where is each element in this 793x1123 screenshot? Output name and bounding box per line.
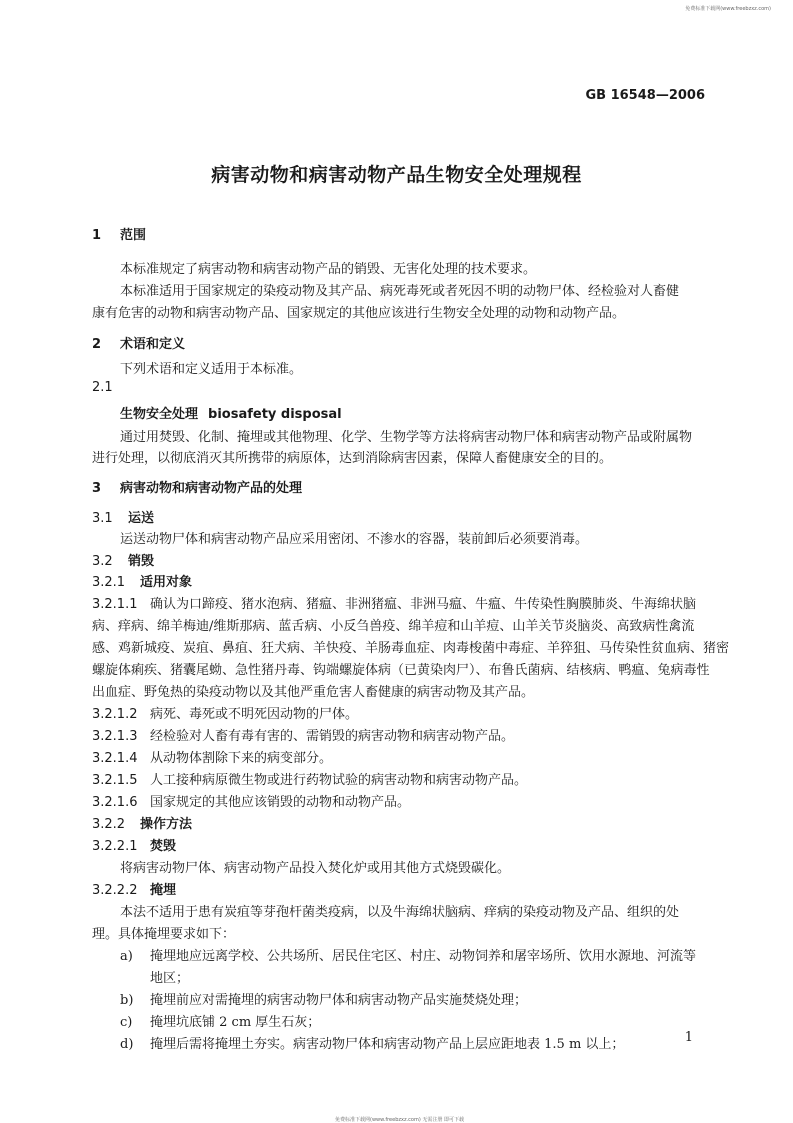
paragraph: 本标准规定了病害动物和病害动物产品的销毁、无害化处理的技术要求。 — [120, 262, 537, 277]
list-marker: b) — [120, 993, 134, 1008]
clause-num: 3.2.1.2 — [92, 707, 138, 722]
clause-text-continued: 螺旋体痢疾、猪囊尾蚴、急性猪丹毒、钩端螺旋体病（已黄染肉尸）、布鲁氏菌病、结核病、鸭瘟、兔病毒性 — [92, 663, 710, 678]
clause-text-continued: 感、鸡新城疫、炭疽、鼻疽、狂犬病、羊快疫、羊肠毒血症、肉毒梭菌中毒症、羊猝狙、马传染性贫血病、猪密 — [92, 641, 730, 656]
list-text: 掩埋地应远离学校、公共场所、居民住宅区、村庄、动物饲养和屠宰场所、饮用水源地、河流等 — [150, 949, 697, 964]
clause-num: 2.1 — [92, 380, 113, 395]
section-2-heading — [92, 333, 185, 352]
list-item — [120, 1033, 624, 1052]
clause-title: 运送 — [128, 511, 155, 526]
clause-3-2-1-1 — [92, 593, 696, 612]
paragraph: 运送动物尸体和病害动物产品应采用密闭、不渗水的容器，装前卸后必须要消毒。 — [120, 532, 589, 547]
clause-num: 3.2.1.4 — [92, 751, 138, 766]
section-number: 3 — [92, 481, 102, 496]
definition-continued: 进行处理，以彻底消灭其所携带的病原体，达到消除病害因素，保障人畜健康安全的目的。 — [92, 451, 613, 466]
clause-number — [92, 380, 113, 395]
page-title: 病害动物和病害动物产品生物安全处理规程 — [211, 164, 582, 186]
list-item-continued: 地区； — [150, 971, 190, 986]
clause-num: 3.2.2.1 — [92, 839, 138, 854]
clause-num: 3.2.2 — [92, 817, 126, 832]
standard-code: GB 16548—2006 — [585, 88, 705, 103]
list-text: 掩埋后需将掩埋土夯实。病害动物尸体和病害动物产品上层应距地表 1.5 m 以上； — [150, 1037, 625, 1052]
list-marker: c) — [120, 1015, 133, 1030]
clause-text: 国家规定的其他应该销毁的动物和动物产品。 — [150, 795, 411, 810]
list-marker: a) — [120, 949, 133, 964]
paragraph-continued: 康有危害的动物和病害动物产品、国家规定的其他应该进行生物安全处理的动物和动物产品。 — [92, 306, 626, 321]
watermark-bottom: 免费标准下载网(www.freebzxz.com) 无需注册 即可下载 — [335, 1117, 464, 1123]
clause-text-continued: 病、痒病、绵羊梅迪/维斯那病、蓝舌病、小反刍兽疫、绵羊痘和山羊痘、山羊关节炎脑炎、高致病性禽流 — [92, 619, 695, 634]
clause-title: 焚毁 — [150, 839, 177, 854]
watermark-top: 免费标准下载网(www.freebzxz.com) — [685, 6, 771, 12]
clause-text: 经检验对人畜有毒有害的、需销毁的病害动物和病害动物产品。 — [150, 729, 515, 744]
list-text: 掩埋前应对需掩埋的病害动物尸体和病害动物产品实施焚烧处理； — [150, 993, 528, 1008]
list-marker: d) — [120, 1037, 134, 1052]
clause-title: 掩埋 — [150, 883, 177, 898]
paragraph: 将病害动物尸体、病害动物产品投入焚化炉或用其他方式烧毁碳化。 — [120, 861, 511, 876]
clause-text-continued: 出血症、野兔热的染疫动物以及其他严重危害人畜健康的病害动物及其产品。 — [92, 685, 535, 700]
clause-text: 人工接种病原微生物或进行药物试验的病害动物和病害动物产品。 — [150, 773, 528, 788]
paragraph-continued: 理。具体掩埋要求如下： — [92, 927, 236, 942]
section-number: 1 — [92, 228, 102, 243]
section-1-heading — [92, 224, 146, 243]
clause-text: 从动物体割除下来的病变部分。 — [150, 751, 333, 766]
clause-num: 3.2.1.1 — [92, 597, 138, 612]
clause-3-1-heading — [92, 507, 154, 526]
list-item — [120, 945, 696, 964]
clause-num: 3.2 — [92, 554, 113, 569]
clause-num: 3.2.2.2 — [92, 883, 138, 898]
clause-3-2-1-heading — [92, 571, 192, 590]
clause-num: 3.2.1.6 — [92, 795, 138, 810]
term-entry — [120, 403, 342, 422]
clause-3-2-1-4 — [92, 747, 332, 766]
clause-3-2-2-heading — [92, 813, 192, 832]
clause-num: 3.2.1.3 — [92, 729, 138, 744]
section-title: 病害动物和病害动物产品的处理 — [120, 481, 303, 496]
clause-3-2-1-6 — [92, 791, 410, 810]
page-number: 1 — [684, 1030, 693, 1045]
section-title: 范围 — [120, 228, 147, 243]
clause-num: 3.1 — [92, 511, 113, 526]
section-title: 术语和定义 — [120, 337, 186, 352]
term-english: biosafety disposal — [208, 407, 342, 422]
clause-3-2-1-3 — [92, 725, 514, 744]
paragraph: 下列术语和定义适用于本标准。 — [120, 362, 303, 377]
clause-num: 3.2.1 — [92, 575, 126, 590]
clause-3-2-2-1-heading — [92, 835, 176, 854]
term-chinese: 生物安全处理 — [120, 407, 199, 422]
clause-3-2-heading — [92, 550, 154, 569]
clause-title: 操作方法 — [140, 817, 193, 832]
clause-title: 适用对象 — [140, 575, 193, 590]
section-3-heading — [92, 477, 302, 496]
clause-text: 病死、毒死或不明死因动物的尸体。 — [150, 707, 359, 722]
clause-3-2-1-2 — [92, 703, 358, 722]
section-number: 2 — [92, 337, 102, 352]
clause-num: 3.2.1.5 — [92, 773, 138, 788]
list-item — [120, 1011, 320, 1030]
clause-3-2-2-2-heading — [92, 879, 176, 898]
clause-text: 确认为口蹄疫、猪水泡病、猪瘟、非洲猪瘟、非洲马瘟、牛瘟、牛传染性胸膜肺炎、牛海绵状脑 — [150, 597, 697, 612]
paragraph: 本标准适用于国家规定的染疫动物及其产品、病死毒死或者死因不明的动物尸体、经检验对人畜健 — [120, 284, 680, 299]
clause-title: 销毁 — [128, 554, 155, 569]
definition: 通过用焚毁、化制、掩埋或其他物理、化学、生物学等方法将病害动物尸体和病害动物产品或附属物 — [120, 430, 693, 445]
clause-3-2-1-5 — [92, 769, 527, 788]
paragraph: 本法不适用于患有炭疽等芽孢杆菌类疫病，以及牛海绵状脑病、痒病的染疫动物及产品、组织的处 — [120, 905, 680, 920]
list-item — [120, 989, 527, 1008]
list-text: 掩埋坑底铺 2 cm 厚生石灰； — [150, 1015, 321, 1030]
